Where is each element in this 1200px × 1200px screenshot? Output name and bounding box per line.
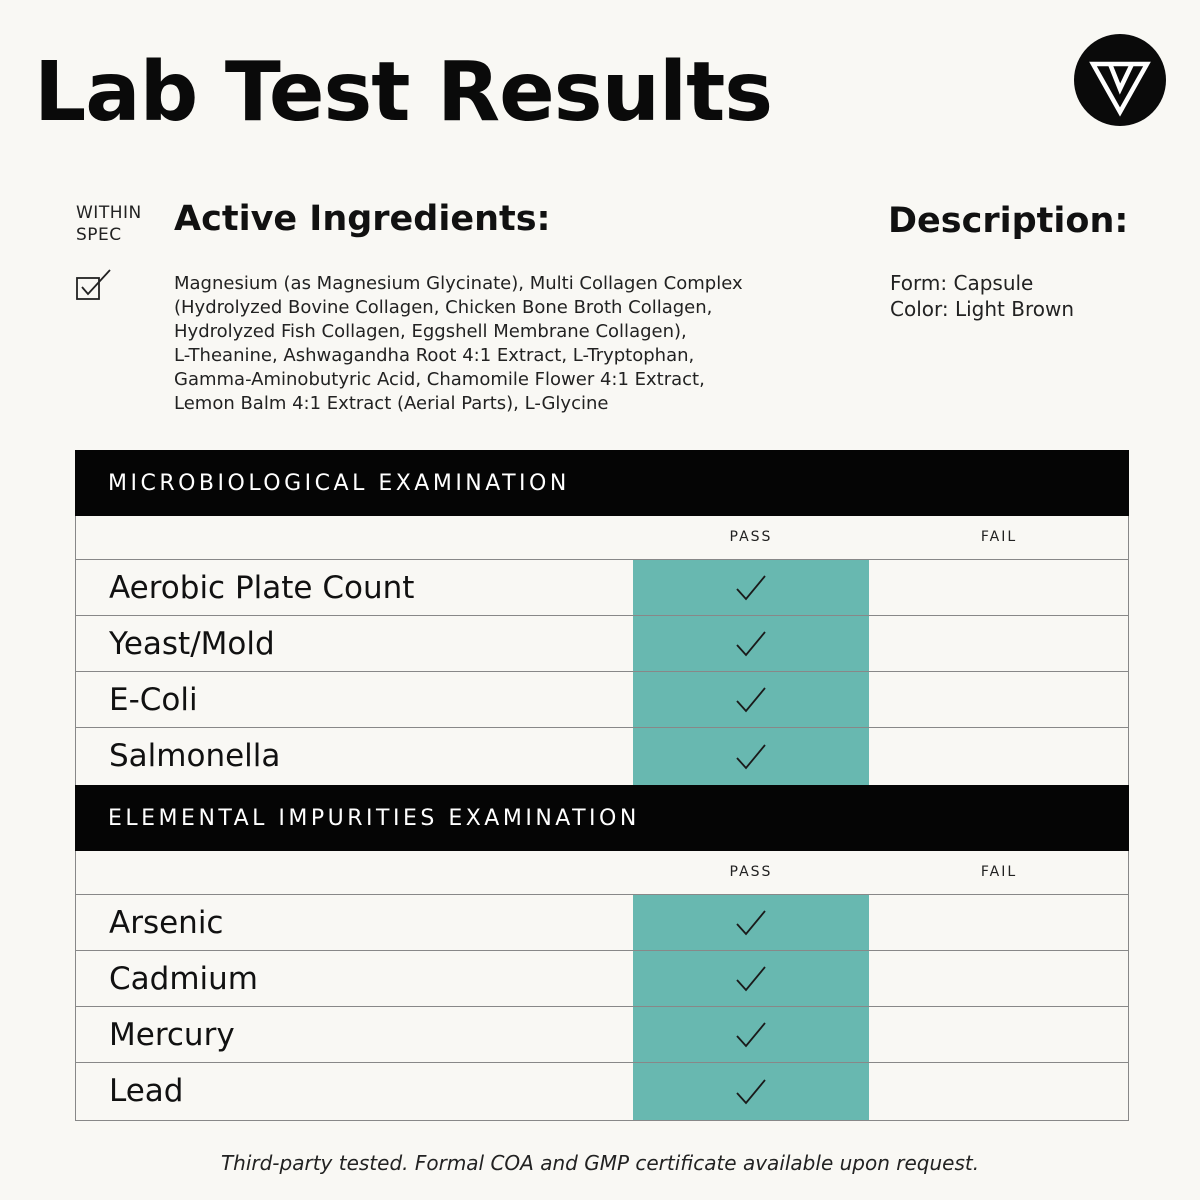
table-row	[76, 1063, 1128, 1120]
triangle-logo-icon	[1074, 34, 1166, 126]
description-form: Form: Capsule	[890, 271, 1034, 295]
table-row	[76, 728, 1128, 785]
description-color: Color: Light Brown	[890, 297, 1075, 321]
table-row	[76, 1007, 1128, 1063]
results-table	[75, 450, 1129, 1121]
table-row	[76, 951, 1128, 1007]
pass-column-header: PASS	[729, 864, 773, 880]
active-ingredients-text: Magnesium (as Magnesium Glycinate), Multi Collagen Complex (Hydrolyzed Bovine Collagen, Chicken Bone Broth Collagen, Hydrolyzed Fish Collagen, Eggshell Membrane Collagen), L-Theanine, Ashwagandha Root 4:1 Extract, L-Tryptophan, Gamma-Aminobutyric Acid, Chamomile Flower 4:1 Extract, Lemon Balm 4:1 Extract (Aerial Parts), L-Glycine	[174, 273, 743, 414]
pass-column-header: PASS	[729, 529, 773, 545]
pass-cell	[633, 1063, 869, 1120]
microbiological-section	[76, 450, 1128, 785]
description-heading: Description:	[888, 201, 1129, 241]
pass-cell	[633, 728, 869, 785]
test-name: Yeast/Mold	[109, 626, 275, 662]
fail-cell	[869, 895, 1129, 950]
test-name: Arsenic	[109, 905, 224, 941]
table-row	[76, 672, 1128, 728]
fail-cell	[869, 1007, 1129, 1062]
test-name: E-Coli	[109, 682, 198, 718]
brand-logo	[1074, 34, 1166, 126]
fail-column-header: FAIL	[980, 529, 1018, 545]
checkmark-icon	[735, 1078, 767, 1106]
pass-cell	[633, 951, 869, 1006]
pass-cell	[633, 672, 869, 727]
checkmark-icon	[735, 965, 767, 993]
fail-cell	[869, 560, 1129, 615]
fail-cell	[869, 1063, 1129, 1120]
page-title: Lab Test Results	[34, 45, 773, 140]
section-header: ELEMENTAL IMPURITIES EXAMINATION	[75, 785, 1129, 851]
pass-cell	[633, 616, 869, 671]
pass-cell	[633, 560, 869, 615]
checkmark-icon	[735, 686, 767, 714]
description-details	[890, 270, 1074, 322]
section-header: MICROBIOLOGICAL EXAMINATION	[75, 450, 1129, 516]
test-name: Mercury	[109, 1017, 235, 1053]
test-name: Aerobic Plate Count	[109, 570, 415, 606]
within-spec-line2: SPEC	[76, 225, 122, 245]
table-row	[76, 616, 1128, 672]
within-spec-label	[76, 202, 166, 246]
fail-cell	[869, 951, 1129, 1006]
table-row	[76, 560, 1128, 616]
within-spec-line1: WITHIN	[76, 203, 142, 223]
checkmark-icon	[735, 743, 767, 771]
checkbox-checked-icon	[76, 268, 116, 304]
fail-cell	[869, 672, 1129, 727]
test-name: Lead	[109, 1073, 184, 1109]
column-headers	[76, 516, 1128, 560]
checkmark-icon	[735, 630, 767, 658]
table-row	[76, 895, 1128, 951]
checkmark-icon	[735, 909, 767, 937]
pass-cell	[633, 895, 869, 950]
checkmark-icon	[735, 1021, 767, 1049]
checkmark-icon	[735, 574, 767, 602]
pass-cell	[633, 1007, 869, 1062]
fail-cell	[869, 616, 1129, 671]
test-name: Salmonella	[109, 738, 281, 774]
footer-note: Third-party tested. Formal COA and GMP certificate available upon request.	[220, 1151, 980, 1175]
column-headers	[76, 851, 1128, 895]
elemental-impurities-section	[76, 785, 1128, 1120]
test-name: Cadmium	[109, 961, 258, 997]
active-ingredients-heading: Active Ingredients:	[174, 199, 551, 239]
fail-cell	[869, 728, 1129, 785]
fail-column-header: FAIL	[980, 864, 1018, 880]
